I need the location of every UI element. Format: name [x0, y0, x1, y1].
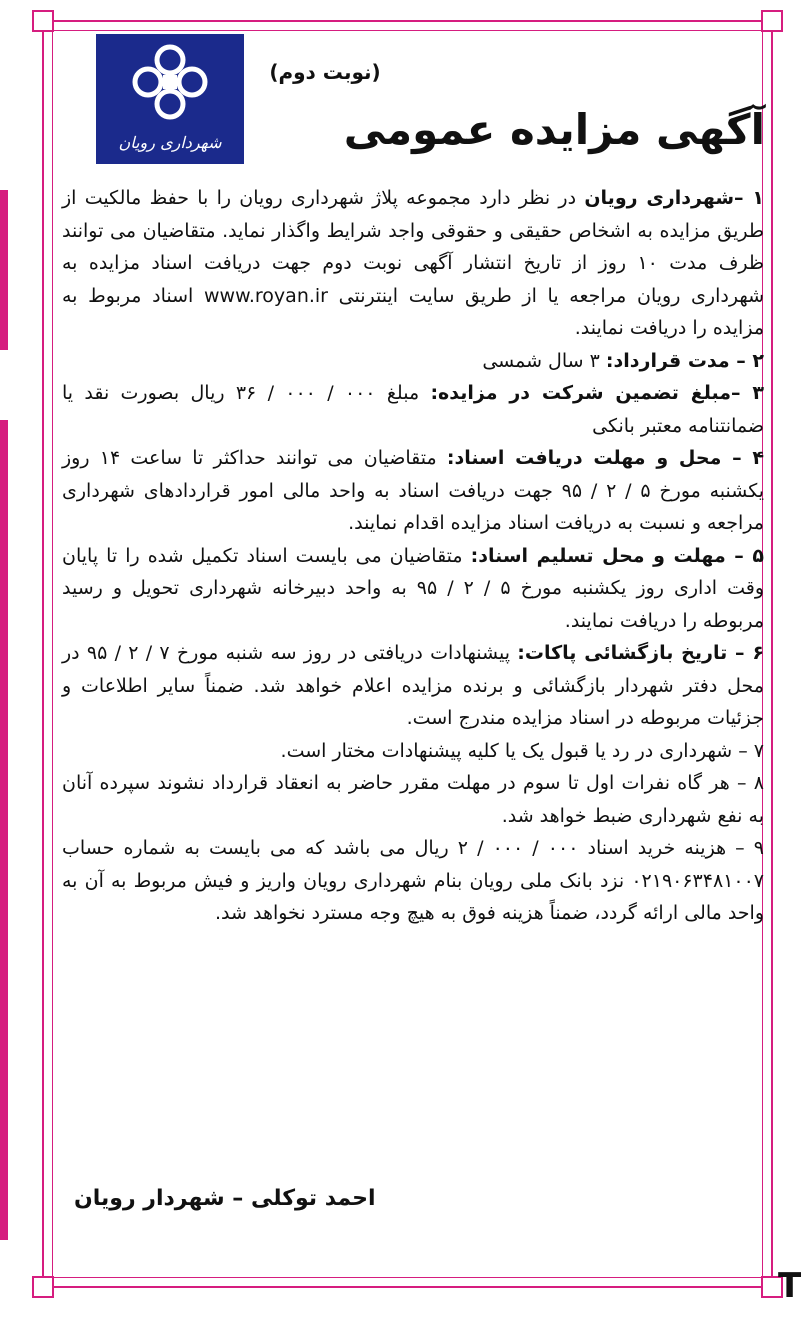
item-text: ۷ – شهرداری در رد یا قبول یک یا کلیه پیشنهادات مختار است.	[280, 739, 764, 762]
frame-corner	[32, 10, 54, 32]
notice-item	[62, 540, 764, 638]
frame-corner	[32, 1276, 54, 1298]
item-text: متقاضیان می بایست اسناد تکمیل شده را تا پایان وقت اداری روز یکشنبه مورخ ۵ / ۲ / ۹۵ به واحد دبیرخانه شهرداری تحویل و رسید مربوطه را دریافت نمایند.	[62, 544, 764, 632]
left-accent-bar-top	[0, 190, 8, 350]
notice-item	[62, 182, 764, 345]
notice-item	[62, 637, 764, 735]
item-heading: ۱ –شهرداری رویان	[584, 187, 764, 209]
item-text: مبلغ ۰۰۰ / ۰۰۰ / ۳۶ ریال بصورت نقد یا ضمانتنامه معتبر بانکی	[62, 382, 764, 437]
left-accent-bar-bottom	[0, 420, 8, 1240]
item-heading: ۳ –مبلغ تضمین شرکت در مزایده:	[430, 382, 764, 404]
item-heading: ۴ – محل و مهلت دریافت اسناد:	[446, 447, 764, 469]
item-text: ۹ – هزینه خرید اسناد ۰۰۰ / ۰۰۰ / ۲ ریال می باشد که می بایست به شماره حساب ۰۲۱۹۰۶۳۴۸۱۰۰۷ نزد بانک ملی رویان بنام شهرداری رویان واریز و فیش مربوط به آن به واحد مالی ارائه گردد، ضمناً هزینه فوق به هیچ وجه مسترد نخواهد شد.	[62, 837, 764, 924]
flower-emblem-icon	[130, 42, 210, 122]
logo-text: شهرداری رویان	[118, 133, 222, 152]
notice-item	[62, 735, 764, 768]
item-text: ۸ – هر گاه نفرات اول تا سوم در مهلت مقرر حاضر به انعقاد قرارداد نشوند سپرده آنان به نفع شهرداری ضبط خواهد شد.	[62, 772, 764, 827]
notice-item	[62, 832, 764, 930]
notice-item	[62, 377, 764, 442]
item-text: پیشنهادات دریافتی در روز سه شنبه مورخ ۷ / ۲ / ۹۵ در محل دفتر شهردار بازگشائی و برنده مزایده اعلام خواهد شد. ضمناً سایر اطلاعات و جزئیات مربوطه در اسناد مزایده مندرج است.	[62, 642, 764, 729]
item-text: متقاضیان می توانند حداکثر تا ساعت ۱۴ روز یکشنبه مورخ ۵ / ۲ / ۹۵ جهت دریافت اسناد به واحد مالی امور قراردادهای شهرداری مراجعه و نسبت به دریافت اسناد مزایده اقدام نمایند.	[62, 447, 765, 534]
municipality-logo	[96, 34, 244, 164]
notice-item	[62, 345, 764, 378]
item-heading: ۲ – مدت قرارداد:	[605, 349, 764, 372]
frame-corner	[761, 10, 783, 32]
item-text: ۳ سال شمسی	[482, 349, 606, 372]
item-heading: ۵ – مهلت و محل تسلیم اسناد:	[470, 544, 765, 567]
item-text: در نظر دارد مجموعه پلاژ شهرداری رویان را با حفظ مالکیت از طریق مزایده به اشخاص حقیقی و حقوقی واجد شرایط واگذار نماید. متقاضیان می توانند ظرف مدت ۱۰ روز از تاریخ انتشار آگهی نوبت دوم جهت دریافت اسناد مزایده به شهرداری رویان مراجعه یا از طریق سایت اینترنتی www.royan.ir اسناد مربوط به مزایده را دریافت نمایند.	[62, 187, 765, 339]
corner-mark: T	[778, 1266, 802, 1306]
notice-item	[62, 767, 764, 832]
page-title: آگهی مزایده عمومی	[343, 105, 765, 154]
notice-item	[62, 442, 764, 540]
item-heading: ۶ – تاریخ بازگشائی پاکات:	[517, 642, 765, 664]
notice-body	[62, 182, 764, 930]
signature: احمد توکلی – شهردار رویان	[74, 1186, 376, 1211]
notice-round: (نوبت دوم)	[269, 60, 381, 84]
